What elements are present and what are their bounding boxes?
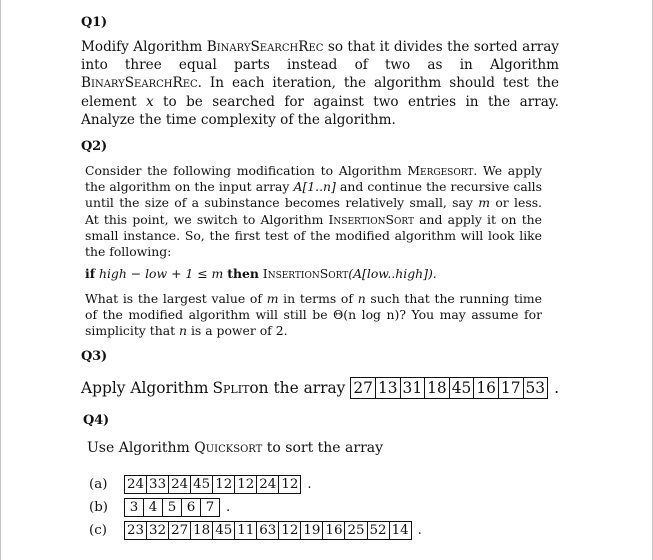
q1-text: [81, 38, 559, 129]
q4-label-c: (c): [89, 523, 107, 538]
q4-array-cell: 12: [212, 476, 234, 493]
q2-p2-n2: n: [179, 323, 187, 339]
q3-text-a: Apply Algorithm: [81, 379, 209, 397]
q4-array-cell: 12: [234, 476, 256, 493]
q4-trailing-a: .: [307, 477, 312, 492]
q4-array-cell: 24: [127, 477, 145, 492]
q2-if-statement: [85, 266, 437, 281]
q1-text-d: to be searched for against two entries in the array. Analyze the time complexity of the algorithm.: [81, 93, 559, 128]
q4-array-cell: 4: [143, 499, 162, 516]
q4-array-cell: 52: [367, 522, 389, 539]
q1-heading: Q1): [81, 15, 107, 30]
q4-array-cell: 25: [344, 522, 366, 539]
q4-array-row-a: [89, 475, 312, 494]
q3-array-cell: 13: [375, 378, 400, 398]
q1-text-b: so that it divides the sorted array into three equal parts instead of two as in Algorithm: [81, 39, 559, 74]
q2-var-m: m: [478, 195, 491, 211]
q4-trailing-b: .: [226, 500, 231, 515]
q4-trailing-c: .: [417, 523, 422, 538]
q1-text-a: Modify Algorithm: [81, 39, 207, 55]
q3-array-cell: 18: [424, 378, 449, 398]
q2-array-ref: A[1..n]: [293, 179, 336, 195]
q3-array-cell: 31: [400, 378, 425, 398]
q4-array-cell: 23: [127, 523, 145, 538]
q3-array-cell: 53: [523, 378, 548, 398]
q4-array-cell: 18: [190, 522, 212, 539]
q1-algo-binarysearchrec-2: BinarySearchRec: [81, 75, 198, 92]
q3-array-cell: 45: [449, 378, 474, 398]
q4-array-cell: 33: [146, 476, 168, 493]
q3-heading: Q3): [81, 349, 107, 364]
q4-label-b: (b): [89, 500, 109, 515]
q2-p1-b: . We apply the algorithm on the input array: [85, 163, 542, 195]
q4-array-cell: 16: [322, 522, 344, 539]
q4-array-cell: 14: [389, 522, 411, 539]
q4-array-c: [124, 521, 412, 540]
q4-array-cell: 3: [129, 500, 139, 515]
q3-trailing: .: [554, 379, 559, 397]
q4-text-a: Use Algorithm: [87, 440, 195, 456]
q4-array-cell: 19: [300, 522, 322, 539]
q3-array: [350, 377, 548, 399]
q2-paragraph-2: [85, 291, 542, 340]
q2-if-keyword: if: [85, 266, 96, 281]
q2-p2-a: What is the largest value of: [85, 291, 267, 306]
q2-p2-n: n: [357, 291, 366, 306]
q4-array-b: [124, 498, 220, 517]
q2-p1-a: Consider the following modification to Algorithm: [85, 163, 408, 178]
q2-p2-d: is a power of 2.: [187, 323, 288, 339]
q2-algo-insertionsort: InsertionSort: [328, 211, 414, 227]
q2-paragraph-1: [85, 163, 542, 260]
q2-p1-d: or less. At this point, we switch to Algorithm: [85, 195, 542, 227]
q4-array-cell: 6: [181, 499, 200, 516]
q2-if-condition: high − low + 1 ≤ m: [95, 266, 228, 281]
q3-algo-split: Split: [212, 379, 250, 397]
q4-heading: Q4): [83, 413, 109, 428]
q2-p2-c: such that the running time of the modified algorithm will still be Θ(n log n)? You may assume for simplicity that: [85, 291, 542, 339]
q2-then-keyword: then: [227, 266, 259, 281]
q4-array-cell: 12: [278, 476, 300, 493]
q4-text-b: to sort the array: [262, 440, 384, 456]
q4-array-a: [124, 475, 301, 494]
q4-array-cell: 5: [162, 499, 181, 516]
q4-array-cell: 27: [168, 522, 190, 539]
q4-array-cell: 24: [168, 476, 190, 493]
q4-array-row-b: [89, 498, 230, 517]
q2-p1-c: and continue the recursive calls until the size of a subinstance becomes relatively small, say: [85, 179, 542, 211]
q3-array-cell: 17: [498, 378, 523, 398]
q4-label-a: (a): [89, 477, 108, 492]
q4-array-cell: 32: [146, 522, 168, 539]
q1-text-c: . In each iteration, the algorithm should test the element: [81, 75, 559, 110]
q1-var-x: x: [145, 93, 154, 110]
q4-array-cell: 24: [256, 476, 278, 493]
q4-algo-quicksort: Quicksort: [194, 440, 263, 456]
q4-intro: [87, 440, 383, 456]
q2-if-call-name: InsertionSort: [262, 266, 349, 281]
q4-array-cell: 7: [200, 499, 219, 516]
q4-array-row-c: [89, 521, 422, 540]
q2-if-call-args: (A[low..high]).: [348, 266, 437, 281]
q3-statement: [81, 377, 559, 399]
q2-p2-m: m: [266, 291, 279, 306]
q2-p2-b: in terms of: [278, 291, 358, 306]
q4-array-cell: 45: [190, 476, 212, 493]
q3-array-cell: 27: [353, 379, 373, 397]
q2-heading: Q2): [81, 139, 107, 154]
q1-algo-binarysearchrec: BinarySearchRec: [206, 39, 324, 55]
q3-text-b: on the array: [249, 379, 346, 397]
q3-array-cell: 16: [473, 378, 498, 398]
q4-array-cell: 45: [212, 522, 234, 539]
q4-array-cell: 12: [278, 522, 300, 539]
q2-algo-mergesort: Mergesort: [407, 163, 474, 178]
q4-array-cell: 63: [256, 522, 278, 539]
q4-array-cell: 11: [234, 522, 256, 539]
q2-p1-e: and apply it on the small instance. So, the first test of the modified algorithm will look like the following:: [85, 211, 542, 260]
